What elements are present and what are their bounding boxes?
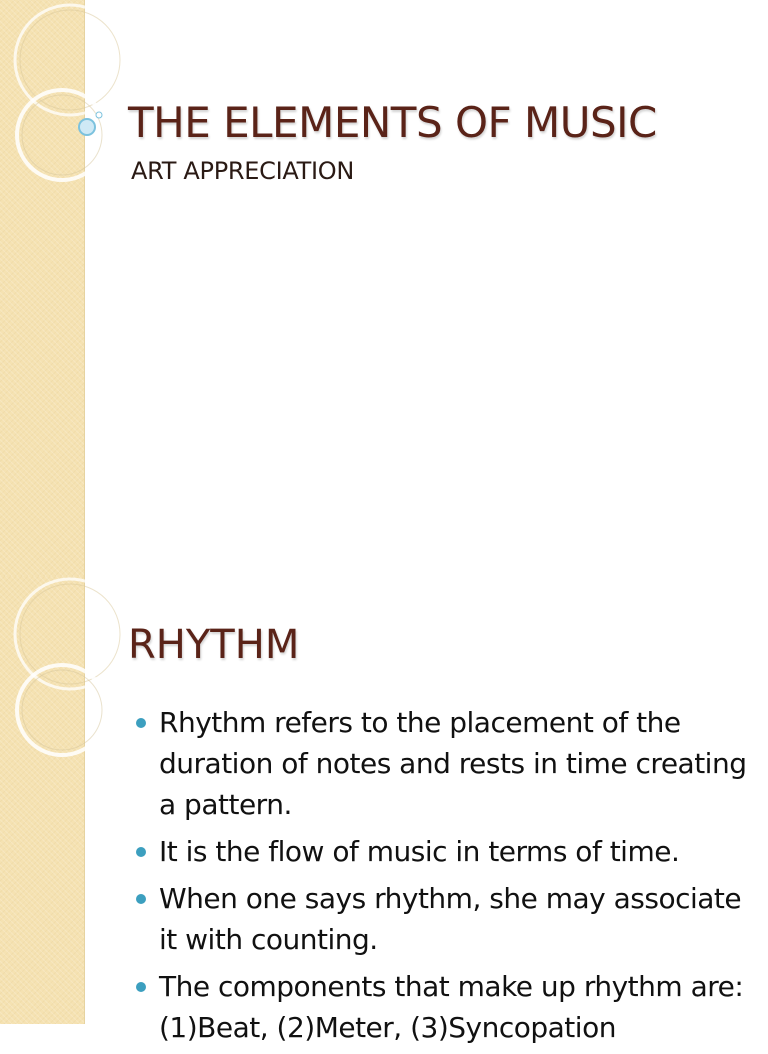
- slide-subtitle: ART APPRECIATION: [131, 157, 355, 185]
- bullet-dot-icon: [136, 718, 146, 728]
- list-item-text: The components that make up rhythm are: (1)Beat, (2)Meter, (3)Syncopation: [159, 970, 744, 1044]
- list-item: [134, 831, 754, 872]
- list-item: [134, 966, 754, 1048]
- list-item-text: When one says rhythm, she may associate it with counting.: [159, 882, 742, 956]
- bullet-dot-icon: [136, 847, 146, 857]
- decorative-side-band: [0, 0, 85, 576]
- list-item-text: It is the flow of music in terms of time.: [159, 835, 680, 868]
- decorative-circles: [0, 0, 84, 576]
- list-item: [134, 702, 754, 825]
- decorative-side-band: [0, 576, 85, 1024]
- slide-title-heading: THE ELEMENTS OF MUSIC: [128, 98, 657, 147]
- decorative-circles: [0, 576, 84, 1024]
- bullet-list: [134, 702, 754, 1054]
- list-item-text: Rhythm refers to the placement of the duration of notes and rests in time creating a pattern.: [159, 706, 747, 821]
- bullet-dot-icon: [136, 982, 146, 992]
- bullet-dot-icon: [136, 894, 146, 904]
- slide-rhythm: [0, 576, 768, 1044]
- list-item: [134, 878, 754, 960]
- section-heading: RHYTHM: [128, 622, 300, 668]
